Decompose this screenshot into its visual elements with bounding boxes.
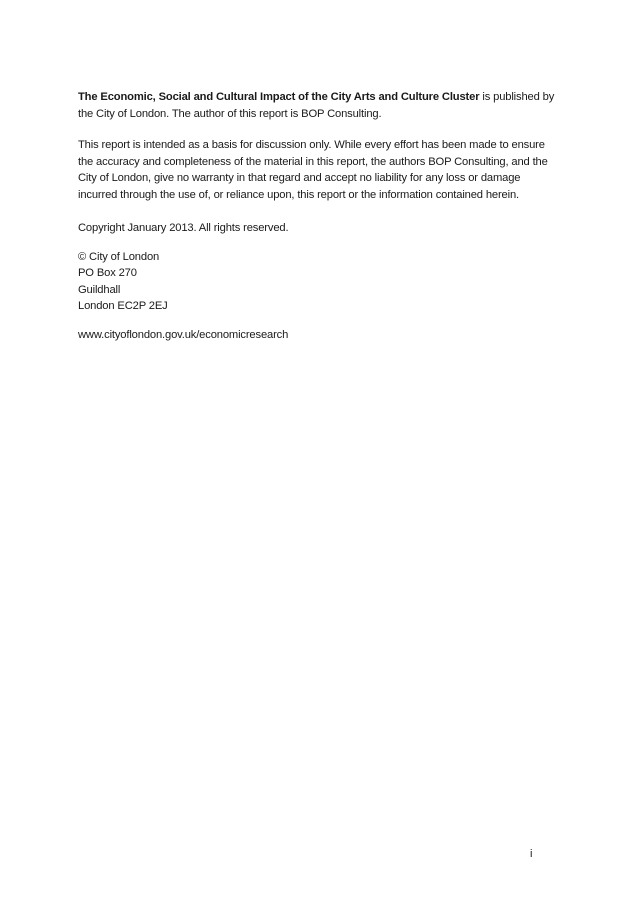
address-line-4: London EC2P 2EJ <box>78 300 168 312</box>
disclaimer-paragraph: This report is intended as a basis for discussion only. While every effort has been made to ensure the accuracy and completeness of the material in this report, the authors BOP Consulting, and the City of London, give no warranty in that regard and accept no liability for any loss or damage incurred through the use of, or reliance upon, this report or the information contained herein. <box>78 139 548 201</box>
address-line-2: PO Box 270 <box>78 267 137 279</box>
page-number: i <box>530 848 533 860</box>
website-url: www.cityoflondon.gov.uk/economicresearch <box>78 328 289 341</box>
publication-statement <box>78 89 558 122</box>
report-title: The Economic, Social and Cultural Impact of the City Arts and Culture Cluster <box>78 91 480 103</box>
address-line-3: Guildhall <box>78 283 121 296</box>
imprint-content <box>78 89 558 343</box>
publisher-text: is published by the City of London. The author of this report is BOP Consulting. <box>78 91 555 120</box>
publisher-address <box>78 249 558 315</box>
address-line-1: © City of London <box>78 250 160 263</box>
copyright-notice: Copyright January 2013. All rights reserved. <box>78 222 289 234</box>
